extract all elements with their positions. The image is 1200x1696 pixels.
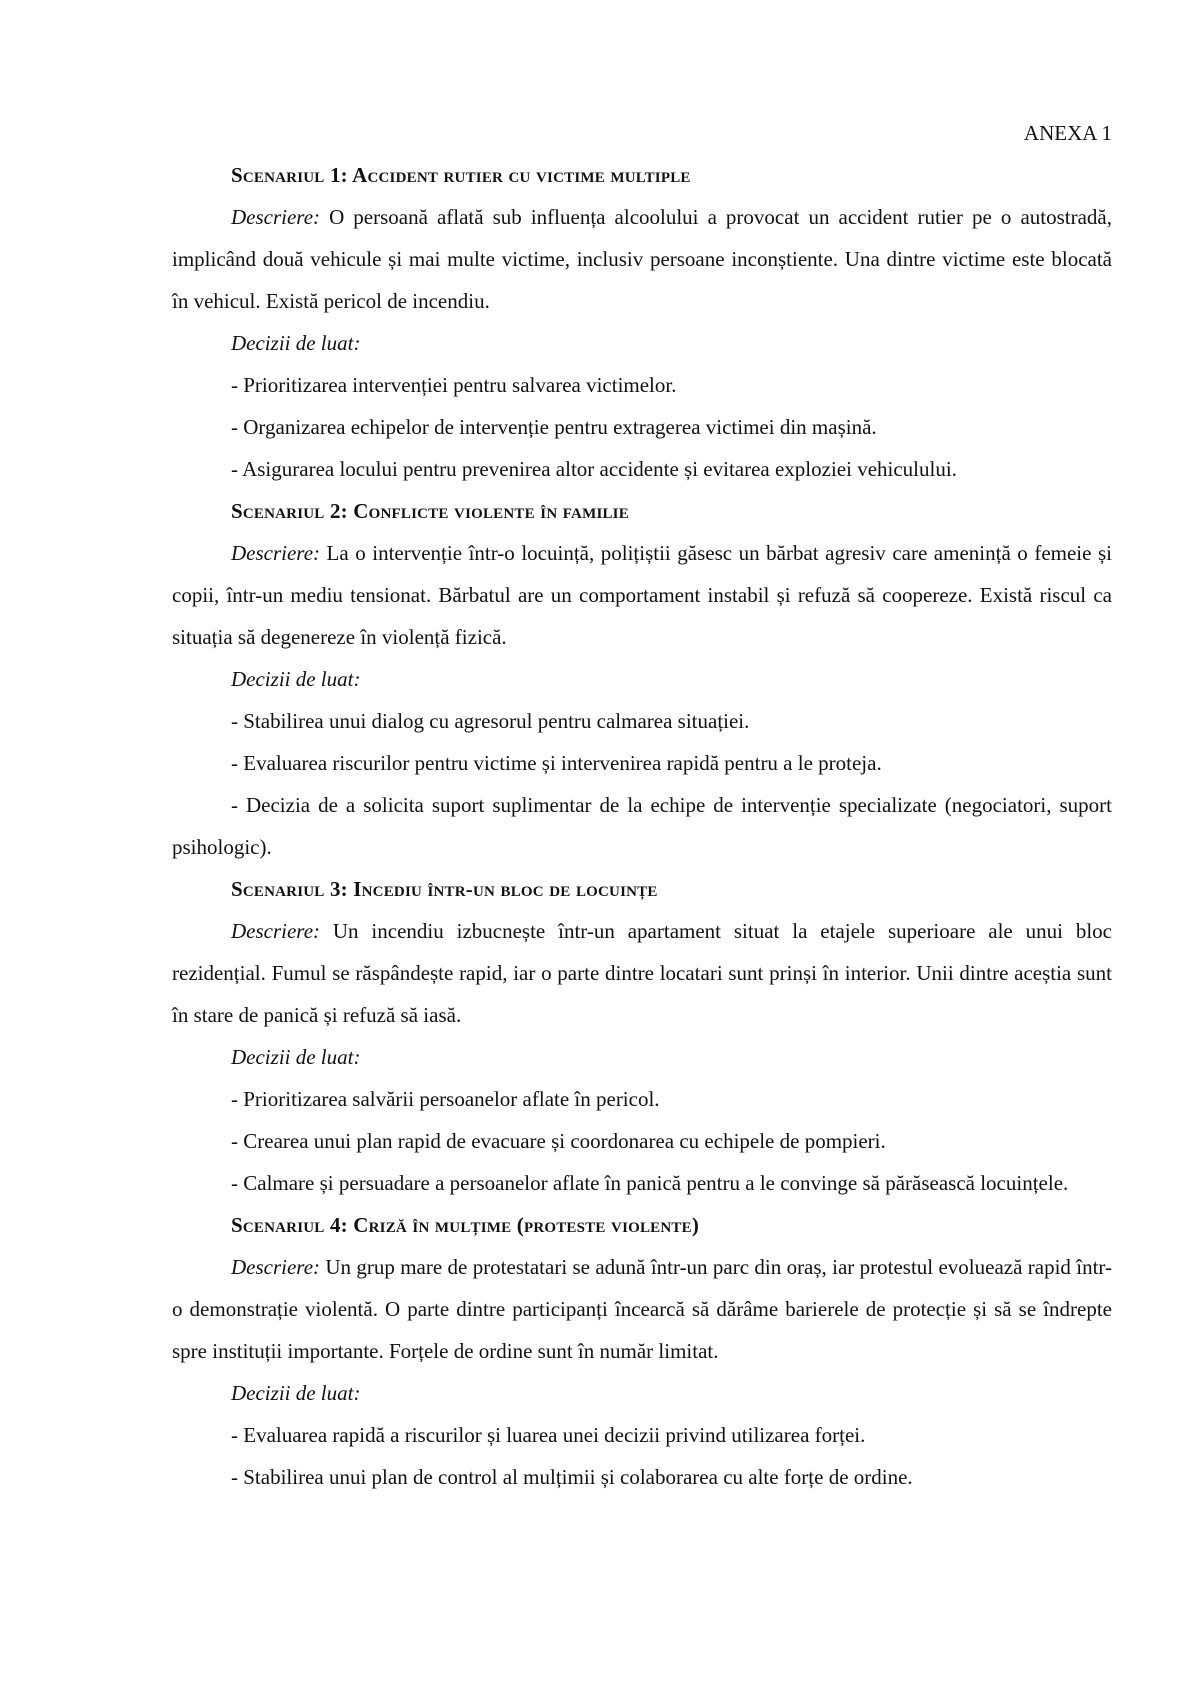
scenario-description [172,196,1112,322]
scenario-description [172,532,1112,658]
description-label: Descriere: [231,541,321,565]
decision-item: - Asigurarea locului pentru prevenirea altor accidente și evitarea exploziei vehiculului. [231,457,957,481]
decisions-label: Decizii de luat: [231,1381,361,1405]
scenario-title: Scenariul 4: Criză în mulțime (proteste violente) [231,1213,700,1237]
decision-item: - Calmare și persuadare a persoanelor aflate în panică pentru a le convinge să părăsească locuințele. [231,1171,1069,1195]
decision-item: - Crearea unui plan rapid de evacuare și coordonarea cu echipele de pompieri. [231,1129,886,1153]
scenario-title: Scenariul 3: Incediu într-un bloc de locuințe [231,877,658,901]
scenario-title: Scenariul 2: Conflicte violente în familie [231,499,629,523]
decisions-label: Decizii de luat: [231,331,361,355]
description-text: Un incendiu izbucnește într-un apartament situat la etajele superioare ale unui bloc rezidențial. Fumul se răspândește rapid, iar o parte dintre locatari sunt prinși în interior. Unii dintre aceștia sunt în stare de panică și refuză să iasă. [172,919,1112,1027]
decision-item: - Prioritizarea salvării persoanelor aflate în pericol. [231,1087,660,1111]
scenario-description [172,910,1112,1036]
description-text: La o intervenție într-o locuință, polițiștii găsesc un bărbat agresiv care amenință o femeie și copii, într-un mediu tensionat. Bărbatul are un comportament instabil și refuză să coopereze. Există riscul ca situația să degenereze în violență fizică. [172,541,1112,649]
scenario-3 [172,868,1112,1204]
decision-item: - Prioritizarea intervenției pentru salvarea victimelor. [231,373,677,397]
decisions-label: Decizii de luat: [231,667,361,691]
annex-label: ANEXA 1 [1023,121,1112,145]
decision-item: - Evaluarea riscurilor pentru victime și intervenirea rapidă pentru a le proteja. [231,751,882,775]
description-label: Descriere: [231,1255,321,1279]
decision-item: - Stabilirea unui dialog cu agresorul pentru calmarea situației. [231,709,750,733]
decision-item: - Stabilirea unui plan de control al mulțimii și colaborarea cu alte forțe de ordine. [231,1465,913,1489]
scenario-title: Scenariul 1: Accident rutier cu victime multiple [231,163,691,187]
description-label: Descriere: [231,205,321,229]
decision-item: - Decizia de a solicita suport suplimentar de la echipe de intervenție specializate (negociatori, suport psihologic). [172,793,1112,859]
decisions-label: Decizii de luat: [231,1045,361,1069]
scenario-description [172,1246,1112,1372]
scenario-4 [172,1204,1112,1498]
scenario-2 [172,490,1112,868]
description-text: Un grup mare de protestatari se adună într-un parc din oraș, iar protestul evoluează rapid într-o demonstrație violentă. O parte dintre participanți încearcă să dărâme barierele de protecție și să se îndrepte spre instituții importante. Forțele de ordine sunt în număr limitat. [172,1255,1112,1363]
decision-item: - Evaluarea rapidă a riscurilor și luarea unei decizii privind utilizarea forței. [231,1423,866,1447]
scenario-1 [172,154,1112,490]
description-label: Descriere: [231,919,321,943]
decision-item: - Organizarea echipelor de intervenție pentru extragerea victimei din mașină. [231,415,877,439]
description-text: O persoană aflată sub influența alcoolului a provocat un accident rutier pe o autostradă, implicând două vehicule și mai multe victime, inclusiv persoane inconștiente. Una dintre victime este blocată în vehicul. Există pericol de incendiu. [172,205,1112,313]
